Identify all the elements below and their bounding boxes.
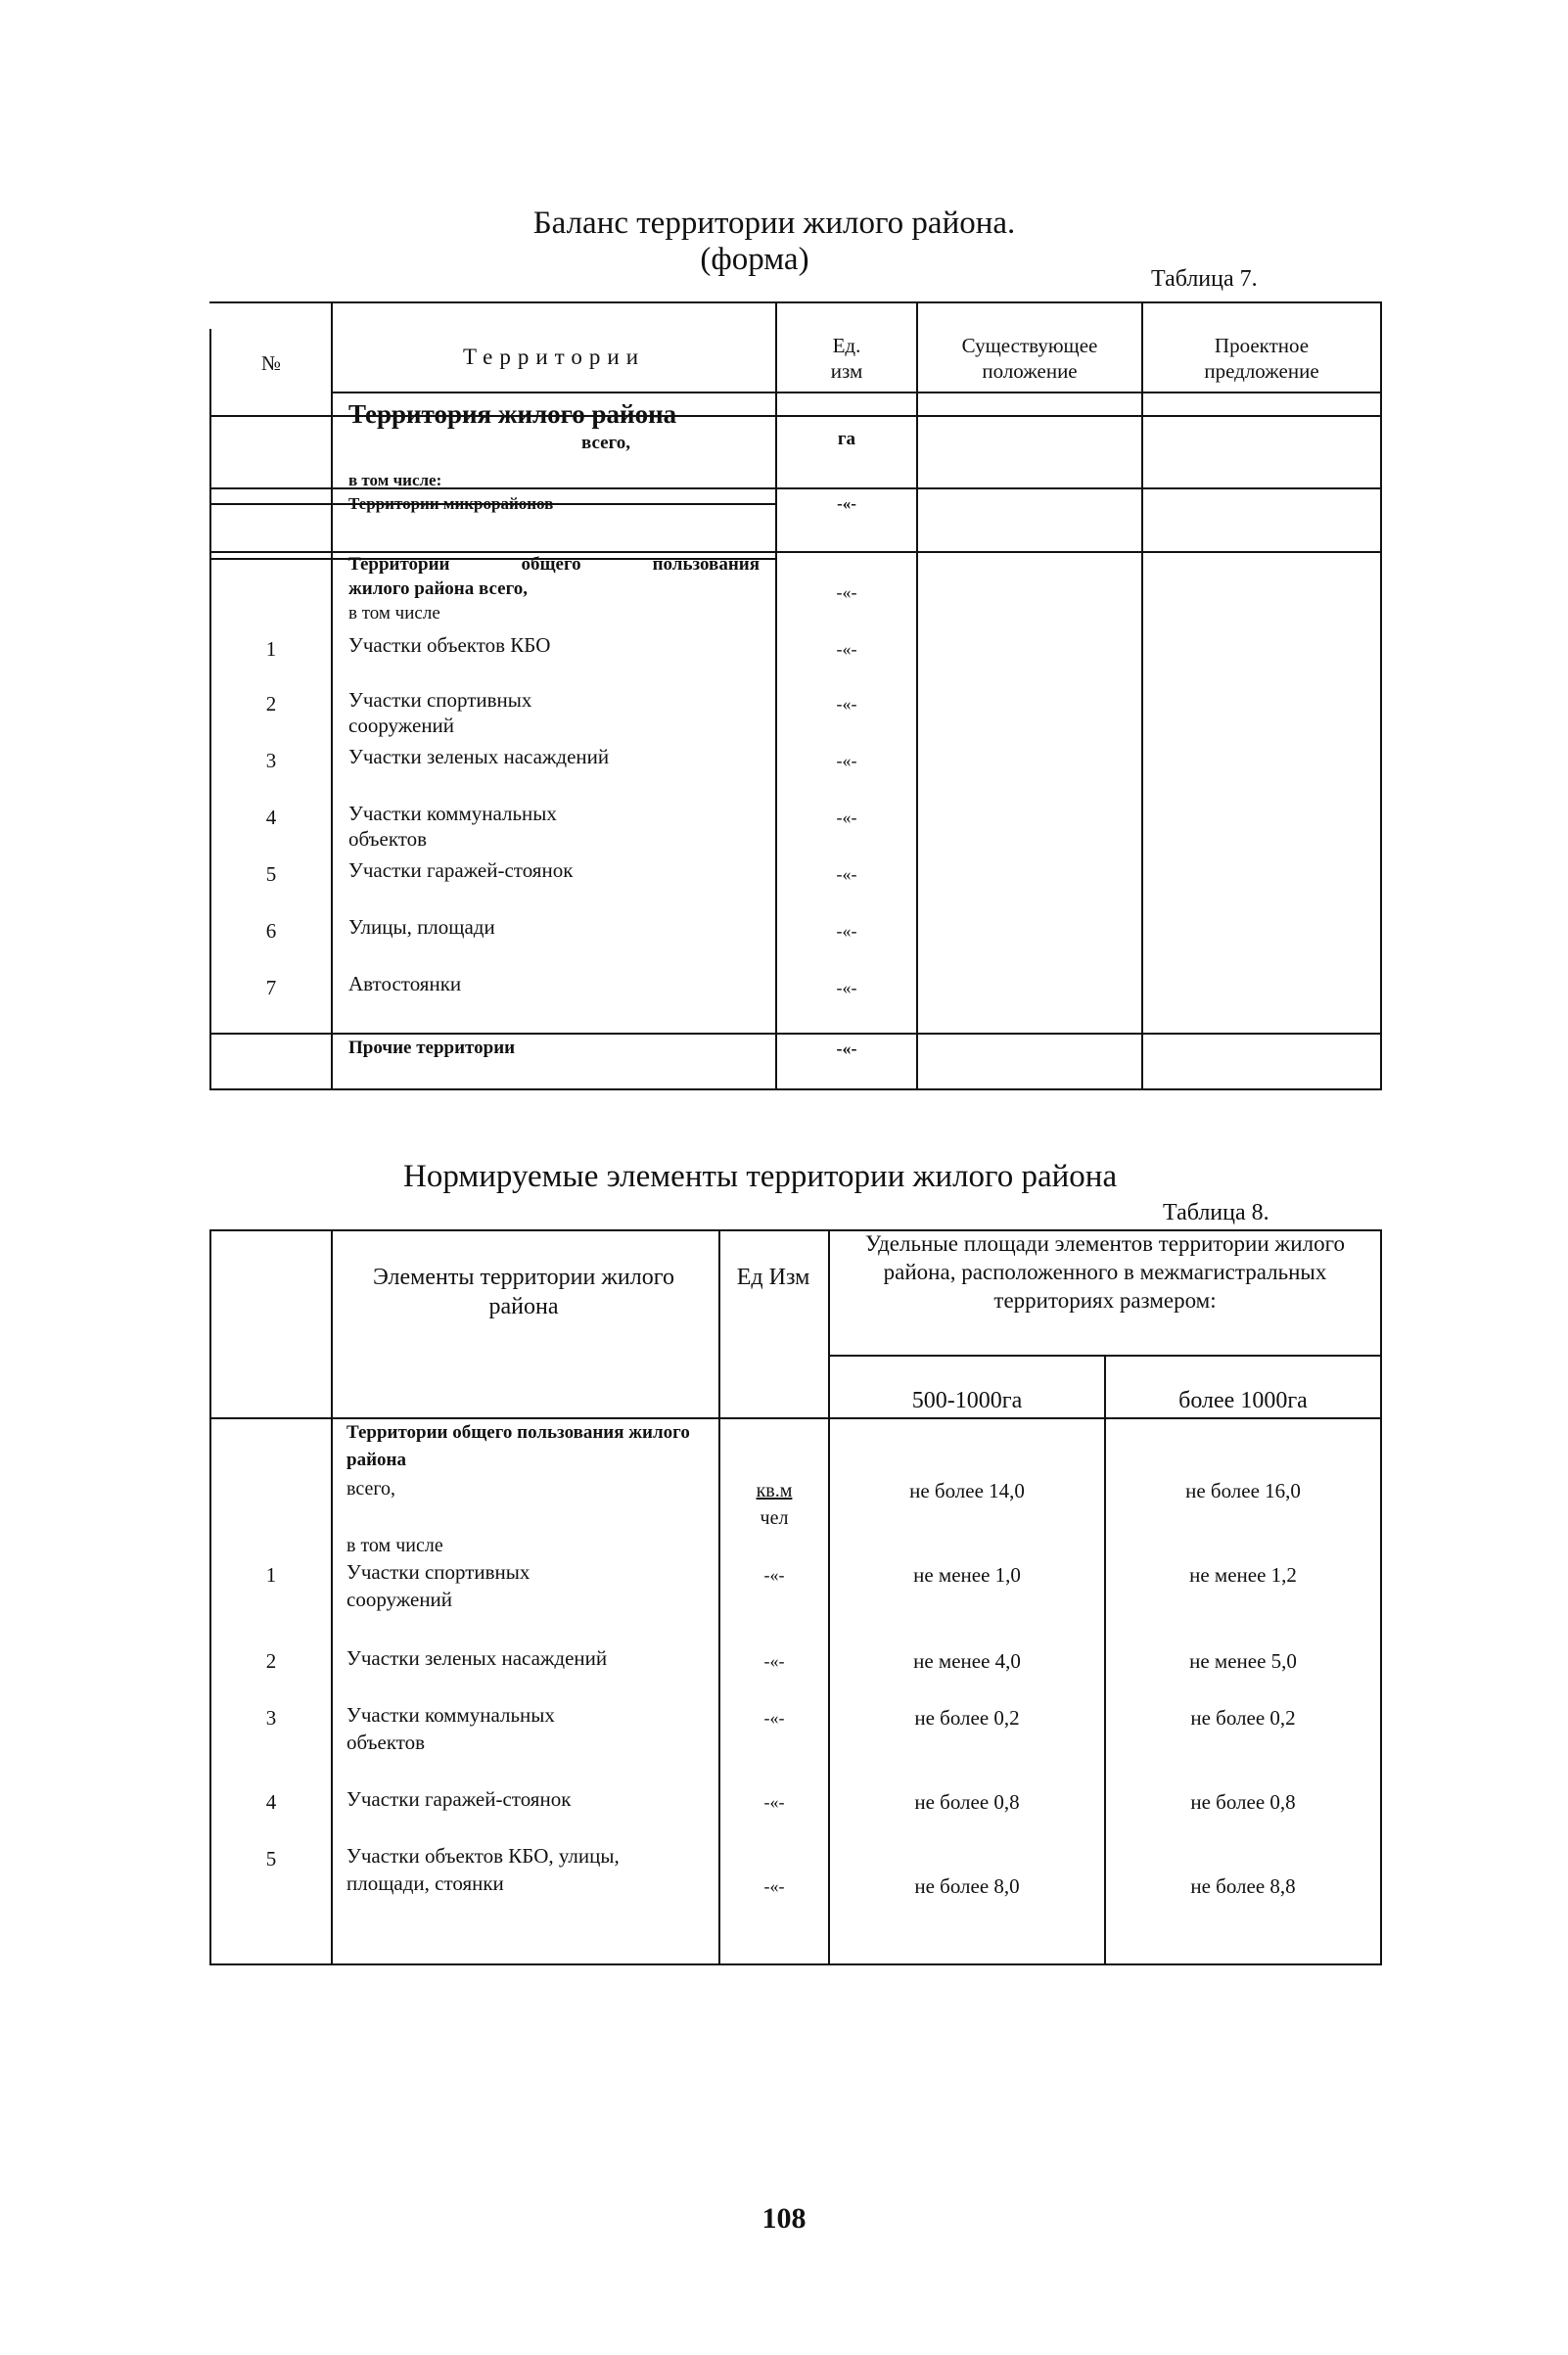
table8-total-v2: не более 16,0 — [1185, 1479, 1301, 1502]
table8-item-v1: не более 8,0 — [914, 1874, 1020, 1898]
table7-item-name: Участки спортивных сооружений — [348, 688, 532, 737]
table8-item-v1: не более 0,2 — [914, 1706, 1020, 1730]
table8-title: Нормируемые элементы территории жилого района — [403, 1159, 1118, 1194]
table8-header-elements: Элементы территории жилого района — [373, 1265, 674, 1319]
table7-total-incl: в том числе: — [348, 471, 442, 489]
table7-total-title: Территория жилого района — [348, 399, 677, 429]
table7-item-name: Участки коммунальных объектов — [348, 802, 557, 851]
table8-total-name: Территории общего пользования жилого района — [346, 1422, 690, 1470]
table8-item-num: 2 — [265, 1649, 277, 1673]
table8-item-unit: -«- — [763, 1792, 785, 1812]
table7-item-unit: -«- — [836, 639, 857, 659]
table7-item-name: Автостоянки — [348, 972, 462, 995]
table7-item-num: 2 — [265, 692, 277, 716]
table8-item-name: Участки объектов КБО, улицы, площади, стоянки — [346, 1844, 620, 1895]
table8-item-unit: -«- — [763, 1876, 785, 1896]
table7-header-unit: Ед. изм — [830, 334, 863, 383]
table8-item-v2: не менее 1,2 — [1189, 1563, 1297, 1587]
table7-item-unit: -«- — [836, 978, 857, 997]
table7-item-unit: -«- — [836, 864, 857, 884]
table8-item-unit: -«- — [763, 1708, 785, 1728]
table8-item-num: 3 — [265, 1706, 277, 1730]
table8-item-v1: не менее 1,0 — [913, 1563, 1021, 1587]
page-number: 108 — [761, 2202, 807, 2235]
table7-item-unit: -«- — [836, 751, 857, 770]
table7-header-existing: Существующее положение — [961, 334, 1098, 383]
table7-common-unit: -«- — [836, 582, 857, 602]
table8-header-specific: Удельные площади элементов территории жилого района, расположенного в межмагистральных территориях размером: — [865, 1231, 1345, 1313]
table7-item-name: Улицы, площади — [348, 915, 495, 939]
table8-item-unit: -«- — [763, 1565, 785, 1585]
table7-title-line1: Баланс территории жилого района. — [532, 206, 1016, 241]
table8-item-v2: не более 8,8 — [1190, 1874, 1296, 1898]
table8-item-v1: не менее 4,0 — [913, 1649, 1021, 1673]
table7-other: Прочие территории — [348, 1038, 516, 1058]
table7-item-num: 3 — [265, 749, 277, 772]
table7-item-unit: -«- — [836, 808, 857, 827]
table8-item-name: Участки зеленых насаждений — [346, 1646, 608, 1670]
table7-common-line2: жилого района всего, — [348, 578, 528, 599]
table7-header-proposed: Проектное предложение — [1204, 334, 1319, 383]
table7-total-sub: всего, — [581, 433, 630, 453]
table8-item-num: 1 — [265, 1563, 277, 1587]
table8-item-v2: не менее 5,0 — [1189, 1649, 1297, 1673]
table7-item-name: Участки зеленых насаждений — [348, 745, 610, 768]
table7-item-unit: -«- — [836, 921, 857, 941]
table8-item-v2: не более 0,8 — [1190, 1790, 1296, 1814]
table7-common-line1: Территории общего пользования — [348, 554, 760, 575]
table8-item-name: Участки спортивных сооружений — [346, 1560, 530, 1611]
table7-micro: Территории микрорайонов — [348, 494, 554, 513]
table7-total-unit: га — [837, 429, 856, 449]
table8-total-unit-bottom: чел — [760, 1507, 789, 1529]
table7-other-unit: -«- — [836, 1039, 857, 1058]
table7-item-num: 1 — [265, 637, 277, 661]
table8-total-incl: в том числе — [346, 1535, 443, 1556]
table7-item-num: 7 — [265, 976, 277, 999]
table8-item-name: Участки коммунальных объектов — [346, 1703, 555, 1754]
table7-item-num: 6 — [265, 919, 277, 943]
table8-total-sub: всего, — [346, 1478, 396, 1500]
table7-header-num: № — [260, 351, 282, 375]
table8-item-v2: не более 0,2 — [1190, 1706, 1296, 1730]
table7-item-name: Участки объектов КБО — [348, 633, 551, 657]
table7-header-territories: Территории — [462, 345, 646, 369]
table8-item-unit: -«- — [763, 1651, 785, 1671]
table8-label: Таблица 8. — [1163, 1200, 1269, 1225]
table8-header-range2: более 1000га — [1178, 1388, 1308, 1413]
table7-title-line2: (форма) — [700, 242, 809, 277]
table8-item-num: 5 — [265, 1847, 277, 1870]
table7-micro-unit: -«- — [837, 494, 856, 513]
table8-item-v1: не более 0,8 — [914, 1790, 1020, 1814]
table7-item-name: Участки гаражей-стоянок — [348, 858, 574, 882]
table8-item-num: 4 — [265, 1790, 277, 1814]
table7-common-line3: в том числе — [348, 603, 440, 623]
table7-label: Таблица 7. — [1151, 266, 1258, 292]
table7-item-num: 5 — [265, 862, 277, 886]
table7-item-num: 4 — [265, 806, 277, 829]
table7-title — [0, 206, 1568, 278]
table8-header-range1: 500-1000га — [911, 1388, 1023, 1413]
table7-item-unit: -«- — [836, 694, 857, 714]
table8-header-unit: Ед Изм — [736, 1265, 810, 1290]
table8-total-v1: не более 14,0 — [909, 1479, 1025, 1502]
table8-item-name: Участки гаражей-стоянок — [346, 1787, 572, 1811]
table8-total-unit-top: кв.м — [756, 1480, 793, 1501]
